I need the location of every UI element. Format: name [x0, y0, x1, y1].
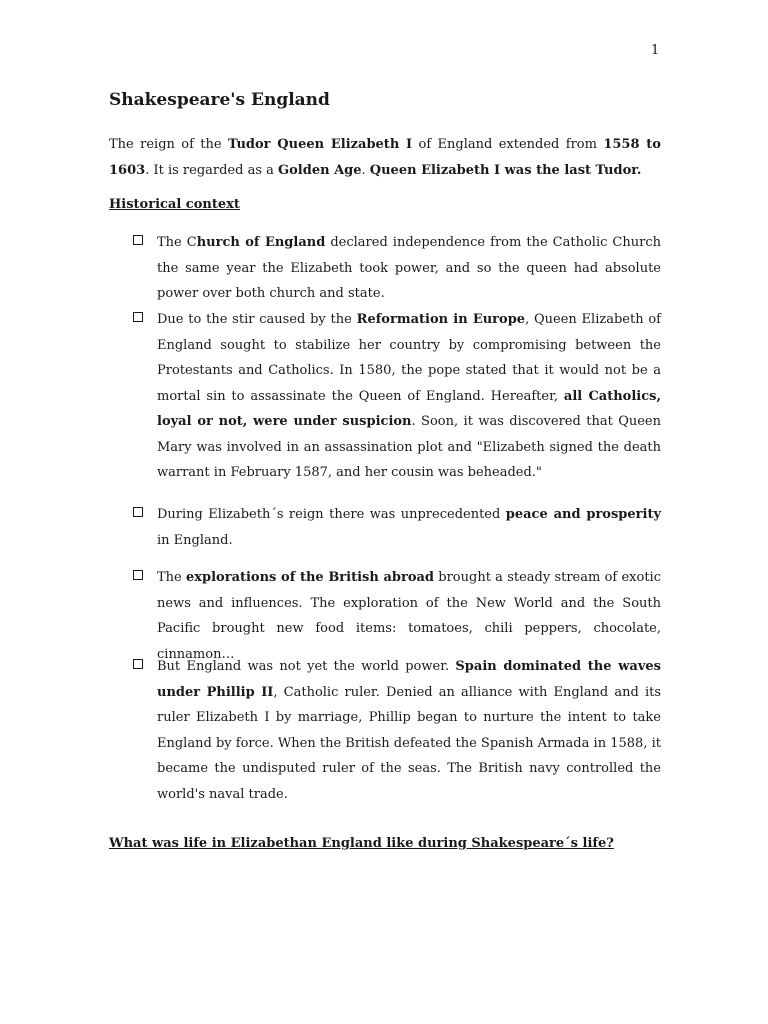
- bullet-text: [157, 230, 661, 307]
- page-number: 1: [651, 43, 660, 58]
- bullet-text-part: The C: [157, 235, 197, 250]
- intro-text-2: of England extended from: [412, 137, 604, 152]
- bullet-bold-part: all Catholics, loyal or not, were under suspicion: [157, 388, 661, 429]
- section-heading-question: What was life in Elizabethan England like during Shakespeare´s life?: [109, 836, 614, 851]
- section-heading-historical-context: Historical context: [109, 197, 240, 212]
- bullet-bold-part: explorations of the British abroad: [186, 570, 435, 585]
- bullet-text-part: declared independence from the Catholic Church the same year the Elizabeth took power, and so the queen had absolute power over both church and state.: [157, 235, 661, 301]
- checkbox-bullet-icon: [133, 235, 143, 245]
- intro-paragraph: [109, 132, 661, 184]
- bullet-text-part: Due to the stir caused by the: [157, 312, 357, 327]
- bullet-text-part: . Soon, it was discovered that Queen Mary was involved in an assassination plot and "Elizabeth signed the death warrant in February 1587, and her cousin was beheaded.": [157, 414, 661, 480]
- bullet-text: [157, 502, 661, 553]
- intro-text-4: .: [361, 163, 370, 178]
- intro-bold-2: 1558 to 1603: [109, 137, 661, 178]
- bullet-bold-part: Spain dominated the waves under Phillip II: [157, 659, 661, 700]
- bullet-text-part: During Elizabeth´s reign there was unprecedented: [157, 507, 506, 522]
- intro-bold-4: Queen Elizabeth I was the last Tudor.: [369, 163, 642, 178]
- page-title: Shakespeare's England: [109, 90, 330, 110]
- bullet-text-part: in England.: [157, 532, 233, 548]
- list-item: [133, 654, 661, 807]
- list-item: [133, 565, 661, 667]
- bullet-text-part: But England was not yet the world power.: [157, 659, 456, 674]
- intro-bold-3: Golden Age: [278, 163, 362, 178]
- list-item: [133, 502, 661, 553]
- intro-text-3: . It is regarded as a: [145, 163, 279, 178]
- intro-text-1: The reign of the: [109, 137, 228, 152]
- checkbox-bullet-icon: [133, 659, 143, 669]
- checkbox-bullet-icon: [133, 570, 143, 580]
- checkbox-bullet-icon: [133, 507, 143, 517]
- bullet-bold-part: peace and prosperity: [505, 507, 661, 522]
- bullet-text-part: brought a steady stream of exotic news and influences. The exploration of the New World and the South Pacific brought new food items: tomatoes, chili peppers, chocolate, cinnamon…: [157, 570, 661, 662]
- list-item: [133, 230, 661, 307]
- bullet-bold-part: Reformation in Europe: [356, 312, 526, 327]
- bullet-text-part: , Catholic ruler. Denied an alliance with England and its ruler Elizabeth I by marriage, Phillip began to nurture the intent to take England by force. When the British defeated the Spanish Armada in 1588, it became the undisputed ruler of the seas. The British navy controlled the world's naval trade.: [157, 684, 661, 802]
- bullet-text: [157, 565, 661, 667]
- bullet-text: [157, 307, 661, 486]
- bullet-bold-part: hurch of England: [196, 235, 326, 250]
- intro-bold-1: Tudor Queen Elizabeth I: [227, 137, 413, 152]
- bullet-text: [157, 654, 661, 807]
- checkbox-bullet-icon: [133, 312, 143, 322]
- bullet-text-part: , Queen Elizabeth of England sought to stabilize her country by compromising between the Protestants and Catholics. In 1580, the pope stated that it would not be a mortal sin to assassinate the Queen of England. Hereafter,: [157, 312, 661, 404]
- bullet-text-part: The: [157, 570, 186, 585]
- list-item: [133, 307, 661, 486]
